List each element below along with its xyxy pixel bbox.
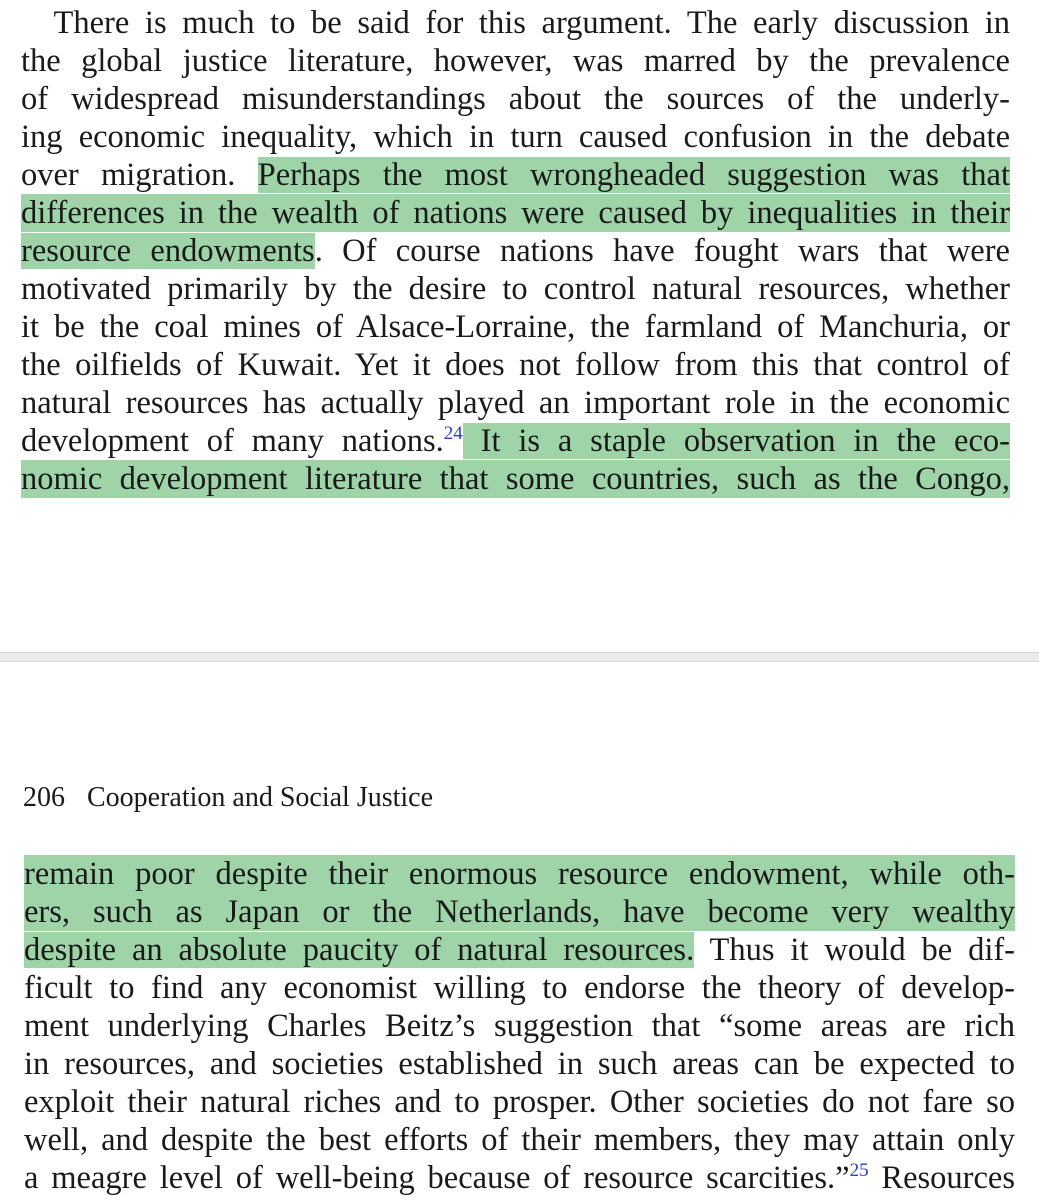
text-line: ing economic inequality, which in turn caused confusion in the debate [21,119,1010,155]
running-head [23,780,433,816]
footnote-ref-25[interactable]: 25 [849,1160,869,1182]
text-line-highlighted: nomic development literature that some countries, such as the Congo, [21,461,1010,497]
text-line-highlighted: remain poor despite their enormous resource endowment, while oth- [24,856,1015,892]
footnote-ref-24[interactable]: 24 [443,423,463,445]
text-line: the oilfields of Kuwait. Yet it does not follow from this that control of [21,347,1010,383]
text-line: motivated primarily by the desire to control natural resources, whether [21,271,1010,307]
page-number: 206 [23,782,65,813]
page-bottom [0,662,1039,1200]
text-line: despite an absolute paucity of natural resources. Thus it would be dif- [24,932,1016,968]
text-line: a meagre level of well-being because of resource scarcities.”$^{25}$ Resources [24,1160,1015,1196]
highlight: It is a staple observation in the eco- [462,423,1010,459]
text-line: the global justice literature, however, was marred by the prevalence [21,43,1010,79]
text-line: over migration. Perhaps the most wrongheaded suggestion was that [21,157,1010,193]
text-line: ment underlying Charles Beitz’s suggestion that “some areas are rich [24,1008,1015,1044]
text-line: resource endowments. Of course nations have fought wars that were [21,233,1010,269]
text-line: it be the coal mines of Alsace-Lorraine, the farmland of Manchuria, or [21,309,1010,345]
highlight: Perhaps the most wrongheaded suggestion was that [257,157,1010,193]
text-line-highlighted: differences in the wealth of nations were caused by inequalities in their [21,195,1010,231]
highlight: despite an absolute paucity of natural resources. [24,932,695,968]
text-line: development of many nations.$^{24}$ It is a staple observation in the eco- [21,423,1010,459]
text-line: ficult to find any economist willing to endorse the theory of develop- [24,970,1015,1006]
text-line: well, and despite the best efforts of their members, they may attain only [24,1122,1015,1158]
text-line: natural resources has actually played an important role in the economic [21,385,1010,421]
text-line: of widespread misunderstandings about the sources of the underly- [21,81,1010,117]
running-title: Cooperation and Social Justice [87,782,434,813]
highlight: resource endowments [21,233,315,269]
text-line: exploit their natural riches and to prosper. Other societies do not fare so [24,1084,1015,1120]
text-line: in resources, and societies established in such areas can be expected to [24,1046,1015,1082]
text-line: There is much to be said for this argument. The early discussion in [21,5,1010,41]
text-line-highlighted: ers, such as Japan or the Netherlands, have become very wealthy [24,894,1015,930]
page-separator [0,652,1039,662]
